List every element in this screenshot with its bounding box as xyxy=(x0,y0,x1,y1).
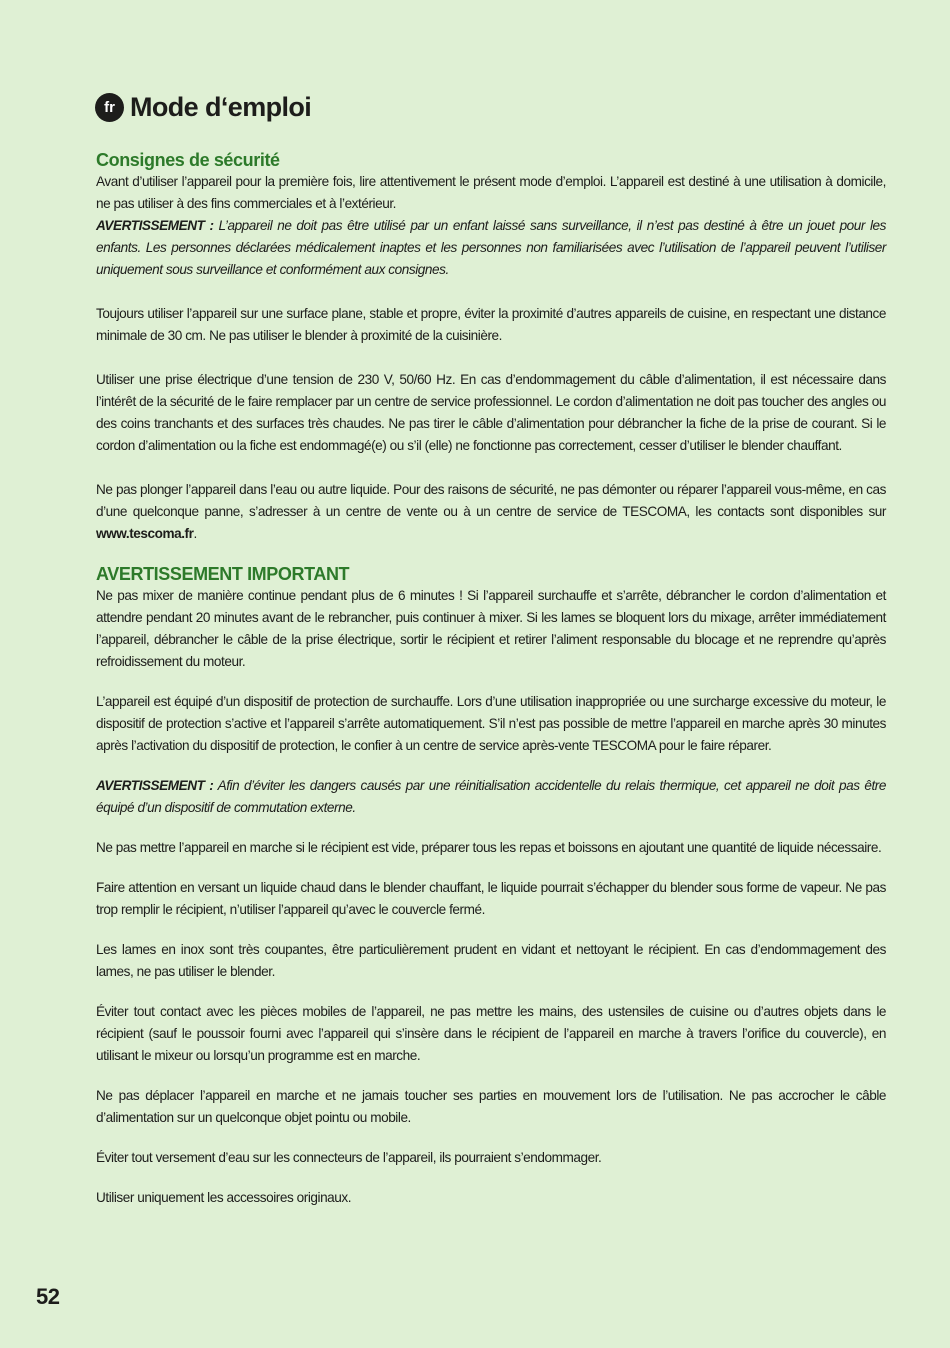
page-title: Mode d‘emploi xyxy=(130,92,312,122)
safety-heading: Consignes de sécurité xyxy=(96,150,280,170)
overheat-paragraph: L’appareil est équipé d’un dispositif de protection de surchauffe. Lors d’une utilisation inappropriée ou une surcharge excessive du moteur, le dispositif de protection s’active et l’appareil s’arrête automatiquement. S’il n’est pas possible de mettre l’appareil en marche après 30 minutes après l’activation du dispositif de protection, le confier à un centre de service après-vente TESCOMA pour le faire réparer. xyxy=(96,694,886,753)
language-badge: fr xyxy=(95,93,124,122)
intro-paragraph: Avant d’utiliser l’appareil pour la première fois, lire attentivement le présent mode d’emploi. L’appareil est destiné à une utilisation à domicile, ne pas utiliser à des fins commerciales et à l’extérieur. xyxy=(96,174,886,211)
mixing-paragraph: Ne pas mixer de manière continue pendant plus de 6 minutes ! Si l’appareil surchauffe et s’arrête, débrancher le cordon d’alimentation et attendre pendant 20 minutes avant de le rebrancher, puis continuer à mixer. Si les lames se bloquent lors du mixage, arrêter immédiatement l’appareil, débrancher le câble de la prise électrique, sortir le récipient et retirer l’aliment responsable du blocage et ne reprendre qu’après refroidissement du moteur. xyxy=(96,588,886,669)
warning-paragraph-2 xyxy=(96,775,886,819)
warning-label-1: AVERTISSEMENT : xyxy=(96,218,214,233)
warning-label-2: AVERTISSEMENT : xyxy=(96,778,214,793)
water-text: Ne pas plonger l’appareil dans l’eau ou autre liquide. Pour des raisons de sécurité, ne pas démonter ou réparer l’appareil vous-même, en cas d’une quelconque panne, s’adresser à un centre de vente ou à un centre de service de TESCOMA, les contacts sont disponibles sur xyxy=(96,482,886,519)
title-row xyxy=(96,92,886,123)
warning-text-1: L’appareil ne doit pas être utilisé par un enfant laissé sans surveillance, il n’est pas destiné à être un jouet pour les enfants. Les personnes déclarées médicalement inaptes et les personnes non familiarisées avec l’utilisation de l’appareil peuvent l’utiliser uniquement sous surveillance et conformément aux consignes. xyxy=(96,218,887,277)
tescoma-link[interactable]: www.tescoma.fr xyxy=(96,526,194,541)
water-text-end: . xyxy=(193,526,197,541)
empty-paragraph: Ne pas mettre l’appareil en marche si le récipient est vide, préparer tous les repas et boissons en ajoutant une quantité de liquide nécessaire. xyxy=(96,840,882,855)
hot-liquid-paragraph: Faire attention en versant un liquide chaud dans le blender chauffant, le liquide pourrait s’échapper du blender sous forme de vapeur. Ne pas trop remplir le récipient, n’utiliser l’appareil qu’avec le couvercle fermé. xyxy=(96,880,886,917)
blades-paragraph: Les lames en inox sont très coupantes, être particulièrement prudent en vidant et nettoyant le récipient. En cas d’endommagement des lames, ne pas utiliser le blender. xyxy=(96,942,886,979)
warning-paragraph-1 xyxy=(96,215,886,281)
surface-paragraph: Toujours utiliser l’appareil sur une surface plane, stable et propre, éviter la proximité d’autres appareils de cuisine, en respectant une distance minimale de 30 cm. Ne pas utiliser le blender à proximité de la cuisinière. xyxy=(96,306,886,343)
warning-text-2: Afin d’éviter les dangers causés par une réinitialisation accidentelle du relais thermique, cet appareil ne doit pas être équipé d’un dispositif de commutation externe. xyxy=(96,778,886,815)
water-paragraph xyxy=(96,479,886,545)
move-paragraph: Ne pas déplacer l’appareil en marche et ne jamais toucher ses parties en mouvement lors de l’utilisation. Ne pas accrocher le câble d’alimentation sur un quelconque objet pointu ou mobile. xyxy=(96,1088,886,1125)
manual-page xyxy=(96,92,886,1209)
accessories-paragraph: Utiliser uniquement les accessoires originaux. xyxy=(96,1190,352,1205)
connectors-paragraph: Éviter tout versement d’eau sur les connecteurs de l’appareil, ils pourraient s’endommager. xyxy=(96,1150,602,1165)
moving-parts-paragraph: Éviter tout contact avec les pièces mobiles de l’appareil, ne pas mettre les mains, des ustensiles de cuisine ou d’autres objets dans le récipient (sauf le poussoir fourni avec l’appareil qui s’insère dans le récipient de l’appareil en marche à travers l’orifice du couvercle), en utilisant le mixeur ou lorsqu’un programme est en marche. xyxy=(96,1004,886,1063)
important-heading: AVERTISSEMENT IMPORTANT xyxy=(96,564,350,584)
power-paragraph: Utiliser une prise électrique d’une tension de 230 V, 50/60 Hz. En cas d’endommagement du câble d’alimentation, il est nécessaire dans l’intérêt de la sécurité de le faire remplacer par un centre de service professionnel. Le cordon d’alimentation ne doit pas toucher des angles ou des coins tranchants et des surfaces très chaudes. Ne pas tirer le câble d’alimentation pour débrancher la fiche de la prise de courant. Si le cordon d’alimentation ou la fiche est endommagé(e) ou s’il (elle) ne fonctionne pas correctement, cesser d’utiliser le blender chauffant. xyxy=(96,372,886,453)
page-number: 52 xyxy=(36,1284,60,1309)
